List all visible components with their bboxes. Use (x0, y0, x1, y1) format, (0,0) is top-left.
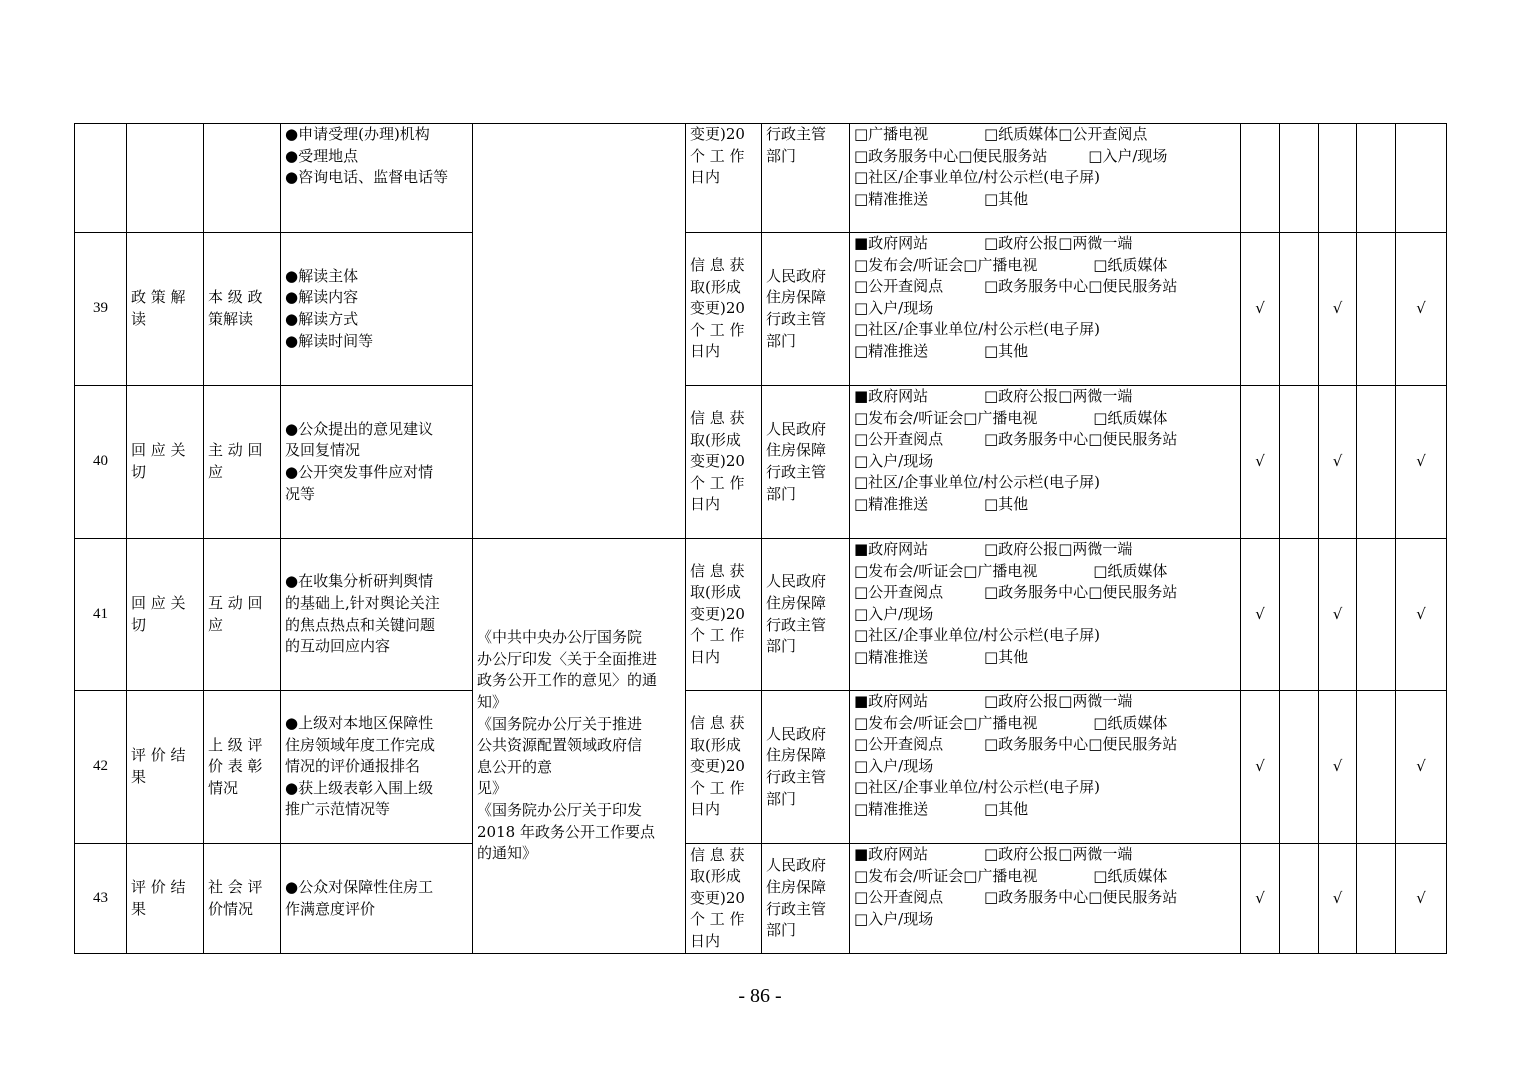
channel-item: □纸质媒体 (984, 125, 1059, 143)
proactive-disclosure-mark: √ (1319, 844, 1357, 954)
first-level-item: 评 价 结 果 (127, 844, 204, 954)
channel-item: □两微一端 (1058, 692, 1133, 710)
disclosure-time-limit: 信 息 获 取(形成 变更)20 个 工 作 日内 (686, 233, 762, 386)
channel-item: □政务服务中心 (984, 888, 1089, 907)
proactive-disclosure-mark: √ (1319, 386, 1357, 539)
channel-item: □广播电视 (963, 713, 1038, 732)
channel-item: □发布会/听证会 (854, 408, 964, 427)
proactive-disclosure-mark: √ (1319, 691, 1357, 844)
first-level-item (127, 124, 204, 233)
first-level-item: 回 应 关 切 (127, 386, 204, 539)
channel-item: □其他 (984, 647, 1029, 666)
disclosure-time-limit: 信 息 获 取(形成 变更)20 个 工 作 日内 (686, 539, 762, 691)
county-level-mark: √ (1396, 691, 1447, 844)
channel-item: □广播电视 (963, 255, 1038, 274)
proactive-disclosure-mark (1319, 124, 1357, 233)
disclosure-channels (850, 691, 1241, 844)
on-request-disclosure-mark (1357, 691, 1396, 844)
second-level-item: 本 级 政 策解读 (204, 233, 281, 386)
channel-item: □纸质媒体 (1093, 866, 1168, 885)
disclosure-basis: 《中共中央办公厅国务院 办公厅印发〈关于全面推进 政务公开工作的意见〉的通 知》 《国务院办公厅关于推进 公共资源配置领域政府信 息公开的意 见》 《国务院办公厅关于印发 2018 年政务公开工作要点 的通知》 (473, 539, 686, 954)
second-level-item: 上 级 评 价 表 彰 情况 (204, 691, 281, 844)
channel-item-checked: ■政府网站 (854, 540, 929, 558)
disclosure-channels (850, 386, 1241, 539)
disclosure-time-limit: 信 息 获 取(形成 变更)20 个 工 作 日内 (686, 386, 762, 539)
channel-item: □两微一端 (1058, 540, 1133, 558)
scope-all-society-mark (1241, 124, 1280, 233)
county-level-mark (1396, 124, 1447, 233)
item-number (75, 124, 127, 233)
table-row (75, 691, 1447, 844)
scope-all-society-mark: √ (1241, 386, 1280, 539)
channel-list (854, 124, 1236, 210)
channel-item: □两微一端 (1058, 234, 1133, 252)
scope-specific-group-mark (1280, 691, 1319, 844)
channel-list (854, 539, 1236, 669)
item-number: 39 (75, 233, 127, 386)
channel-item: □广播电视 (963, 561, 1038, 580)
channel-item-checked: ■政府网站 (854, 234, 929, 252)
disclosure-subject: 人民政府 住房保障 行政主管 部门 (762, 844, 850, 954)
disclosure-content: ●在收集分析研判舆情 的基础上,针对舆论关注 的焦点热点和关键问题 的互动回应内容 (281, 539, 473, 691)
channel-item: □便民服务站 (1088, 888, 1178, 907)
item-number: 40 (75, 386, 127, 539)
scope-specific-group-mark (1280, 844, 1319, 954)
second-level-item: 社 会 评 价情况 (204, 844, 281, 954)
table-row (75, 386, 1447, 539)
channel-item-checked: ■政府网站 (854, 692, 929, 710)
county-level-mark: √ (1396, 386, 1447, 539)
channel-item: □公开查阅点 (854, 430, 944, 449)
scope-specific-group-mark (1280, 386, 1319, 539)
second-level-item (204, 124, 281, 233)
disclosure-content: ●公众对保障性住房工 作满意度评价 (281, 844, 473, 954)
channel-item: □便民服务站 (1088, 277, 1178, 296)
channel-item: □社区/企事业单位/村公示栏(电子屏) (854, 320, 1100, 339)
channel-item: □纸质媒体 (1093, 713, 1168, 732)
disclosure-time-limit: 信 息 获 取(形成 变更)20 个 工 作 日内 (686, 844, 762, 954)
channel-item-checked: ■政府网站 (854, 845, 929, 863)
proactive-disclosure-mark: √ (1319, 539, 1357, 691)
second-level-item: 互 动 回 应 (204, 539, 281, 691)
scope-all-society-mark: √ (1241, 844, 1280, 954)
channel-item: □发布会/听证会 (854, 713, 964, 732)
channel-item: □精准推送 (854, 494, 929, 513)
scope-all-society-mark: √ (1241, 539, 1280, 691)
channel-item: □公开查阅点 (1058, 125, 1148, 143)
channel-item: □便民服务站 (958, 146, 1048, 165)
county-level-mark: √ (1396, 233, 1447, 386)
table-row (75, 844, 1447, 954)
channel-item: □精准推送 (854, 341, 929, 360)
channel-item: □政府公报 (984, 845, 1059, 863)
channel-item: □公开查阅点 (854, 735, 944, 754)
channel-item: □其他 (984, 799, 1029, 818)
channel-item: □广播电视 (963, 866, 1038, 885)
channel-item: □政府公报 (984, 387, 1059, 405)
channel-item: □入户/现场 (854, 909, 934, 928)
channel-item: □发布会/听证会 (854, 255, 964, 274)
channel-item: □社区/企事业单位/村公示栏(电子屏) (854, 168, 1100, 187)
disclosure-channels (850, 539, 1241, 691)
table-row (75, 539, 1447, 691)
channel-item: □社区/企事业单位/村公示栏(电子屏) (854, 473, 1100, 492)
channel-item: □政务服务中心 (984, 430, 1089, 449)
first-level-item: 政 策 解 读 (127, 233, 204, 386)
channel-item: □精准推送 (854, 647, 929, 666)
channel-item: □便民服务站 (1088, 735, 1178, 754)
channel-list (854, 386, 1236, 516)
channel-item: □精准推送 (854, 189, 929, 208)
disclosure-content: ●公众提出的意见建议 及回复情况 ●公开突发事件应对情 况等 (281, 386, 473, 539)
disclosure-subject: 行政主管 部门 (762, 124, 850, 233)
channel-list (854, 691, 1236, 821)
channel-item: □入户/现场 (1088, 146, 1168, 165)
disclosure-content: ●解读主体 ●解读内容 ●解读方式 ●解读时间等 (281, 233, 473, 386)
channel-list (854, 844, 1236, 930)
channel-item: □入户/现场 (854, 298, 934, 317)
channel-item: □政府公报 (984, 540, 1059, 558)
channel-item: □政府公报 (984, 234, 1059, 252)
channel-item: □便民服务站 (1088, 430, 1178, 449)
table-row (75, 233, 1447, 386)
channel-item: □入户/现场 (854, 451, 934, 470)
disclosure-time-limit: 信 息 获 取(形成 变更)20 个 工 作 日内 (686, 691, 762, 844)
disclosure-basis-empty (473, 124, 686, 539)
channel-item: □入户/现场 (854, 756, 934, 775)
disclosure-subject: 人民政府 住房保障 行政主管 部门 (762, 386, 850, 539)
channel-item: □其他 (984, 341, 1029, 360)
channel-item: □社区/企事业单位/村公示栏(电子屏) (854, 626, 1100, 645)
disclosure-subject: 人民政府 住房保障 行政主管 部门 (762, 691, 850, 844)
channel-item: □纸质媒体 (1093, 408, 1168, 427)
first-level-item: 回 应 关 切 (127, 539, 204, 691)
disclosure-channels (850, 233, 1241, 386)
disclosure-subject: 人民政府 住房保障 行政主管 部门 (762, 233, 850, 386)
disclosure-content: ●申请受理(办理)机构 ●受理地点 ●咨询电话、监督电话等 (281, 124, 473, 233)
scope-specific-group-mark (1280, 539, 1319, 691)
scope-specific-group-mark (1280, 233, 1319, 386)
channel-item: □广播电视 (963, 408, 1038, 427)
channel-item: □其他 (984, 189, 1029, 208)
county-level-mark: √ (1396, 844, 1447, 954)
channel-list (854, 233, 1236, 363)
channel-item: □政务服务中心 (984, 735, 1089, 754)
channel-item: □其他 (984, 494, 1029, 513)
first-level-item: 评 价 结 果 (127, 691, 204, 844)
table-row (75, 124, 1447, 233)
channel-item: □政务服务中心 (854, 146, 959, 165)
on-request-disclosure-mark (1357, 386, 1396, 539)
channel-item: □公开查阅点 (854, 277, 944, 296)
channel-item: □广播电视 (854, 125, 929, 143)
on-request-disclosure-mark (1357, 539, 1396, 691)
disclosure-subject: 人民政府 住房保障 行政主管 部门 (762, 539, 850, 691)
on-request-disclosure-mark (1357, 844, 1396, 954)
on-request-disclosure-mark (1357, 233, 1396, 386)
page-number: - 86 - (738, 985, 782, 1007)
item-number: 42 (75, 691, 127, 844)
scope-all-society-mark: √ (1241, 233, 1280, 386)
item-number: 41 (75, 539, 127, 691)
county-level-mark: √ (1396, 539, 1447, 691)
channel-item: □纸质媒体 (1093, 561, 1168, 580)
channel-item: □两微一端 (1058, 387, 1133, 405)
channel-item: □社区/企事业单位/村公示栏(电子屏) (854, 778, 1100, 797)
proactive-disclosure-mark: √ (1319, 233, 1357, 386)
channel-item: □纸质媒体 (1093, 255, 1168, 274)
channel-item: □便民服务站 (1088, 583, 1178, 602)
on-request-disclosure-mark (1357, 124, 1396, 233)
disclosure-table (74, 123, 1447, 954)
channel-item: □公开查阅点 (854, 888, 944, 907)
disclosure-channels (850, 844, 1241, 954)
channel-item-checked: ■政府网站 (854, 387, 929, 405)
channel-item: □发布会/听证会 (854, 561, 964, 580)
item-number: 43 (75, 844, 127, 954)
channel-item: □政府公报 (984, 692, 1059, 710)
channel-item: □精准推送 (854, 799, 929, 818)
channel-item: □政务服务中心 (984, 277, 1089, 296)
scope-specific-group-mark (1280, 124, 1319, 233)
disclosure-time-limit: 变更)20 个 工 作 日内 (686, 124, 762, 233)
second-level-item: 主 动 回 应 (204, 386, 281, 539)
disclosure-channels (850, 124, 1241, 233)
channel-item: □公开查阅点 (854, 583, 944, 602)
channel-item: □发布会/听证会 (854, 866, 964, 885)
scope-all-society-mark: √ (1241, 691, 1280, 844)
channel-item: □两微一端 (1058, 845, 1133, 863)
channel-item: □政务服务中心 (984, 583, 1089, 602)
disclosure-content: ●上级对本地区保障性 住房领域年度工作完成 情况的评价通报排名 ●获上级表彰入围上级 推广示范情况等 (281, 691, 473, 844)
channel-item: □入户/现场 (854, 604, 934, 623)
